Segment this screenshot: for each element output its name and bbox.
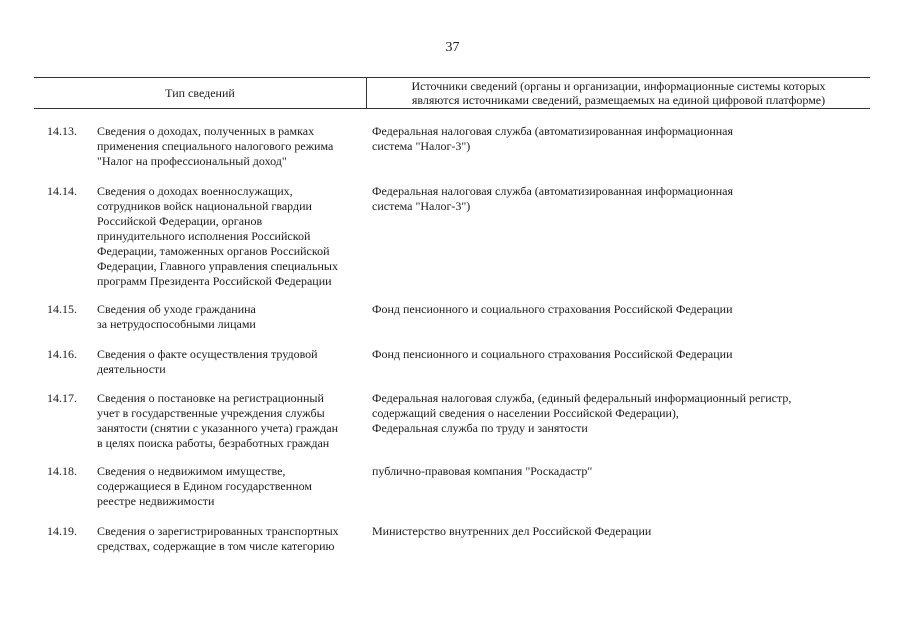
row-source-of-information	[372, 302, 852, 317]
row-source-of-information	[372, 184, 852, 214]
type-line: Федерации, таможенных органов Российской	[97, 244, 330, 258]
type-line: "Налог на профессиональный доход"	[97, 154, 287, 168]
row-number: 14.18.	[47, 464, 77, 478]
type-line: Сведения о постановке на регистрационный	[97, 391, 324, 405]
row-source-of-information	[372, 464, 852, 479]
row-number: 14.17.	[47, 391, 77, 405]
type-line: Сведения о недвижимом имуществе,	[97, 464, 286, 478]
type-line: за нетрудоспособными лицами	[97, 317, 256, 331]
row-type-of-information	[97, 391, 367, 451]
table-header	[34, 77, 870, 109]
type-line: программ Президента Российской Федерации	[97, 274, 332, 288]
type-line: Федерации, Главного управления специальных	[97, 259, 338, 273]
source-line: Федеральная налоговая служба (автоматизированная информационная	[372, 184, 734, 198]
header-type-of-information: Тип сведений	[165, 85, 235, 100]
row-type-of-information	[97, 347, 367, 377]
row-type-of-information	[97, 464, 367, 509]
type-line: средствах, содержащие в том числе категорию	[97, 539, 335, 553]
source-line: система "Налог-3")	[372, 199, 471, 213]
row-type-of-information	[97, 184, 367, 289]
type-line: Сведения о зарегистрированных транспортных	[97, 524, 339, 538]
source-line: Министерство внутренних дел Российской Федерации	[372, 524, 652, 538]
source-line: публично-правовая компания "Роскадастр"	[372, 464, 593, 478]
source-line: Федеральная налоговая служба, (единый федеральный информационный регистр,	[372, 391, 792, 405]
row-type-of-information	[97, 524, 367, 554]
type-line: в целях поиска работы, безработных граждан	[97, 436, 330, 450]
page-number: 37	[445, 40, 460, 55]
source-line: система "Налог-3")	[372, 139, 471, 153]
type-line: реестре недвижимости	[97, 494, 215, 508]
row-number: 14.13.	[47, 124, 77, 138]
type-line: содержащиеся в Едином государственном	[97, 479, 312, 493]
type-line: Сведения о доходах военнослужащих,	[97, 184, 293, 198]
source-line: Фонд пенсионного и социального страхования Российской Федерации	[372, 347, 733, 361]
header-source-line: являются источниками сведений, размещаемых на единой цифровой платформе)	[411, 93, 826, 107]
source-line: Федеральная служба по труду и занятости	[372, 421, 588, 435]
type-line: принудительного исполнения Российской	[97, 229, 311, 243]
type-line: Сведения о факте осуществления трудовой	[97, 347, 318, 361]
type-line: Сведения о доходах, полученных в рамках	[97, 124, 315, 138]
row-type-of-information	[97, 124, 367, 169]
type-line: Российской Федерации, органов	[97, 214, 263, 228]
row-source-of-information	[372, 347, 852, 362]
type-line: учет в государственные учреждения службы	[97, 406, 325, 420]
row-source-of-information	[372, 524, 852, 539]
row-type-of-information	[97, 302, 367, 332]
header-sources-of-information	[367, 79, 870, 107]
source-line: Федеральная налоговая служба (автоматизированная информационная	[372, 124, 734, 138]
row-number: 14.14.	[47, 184, 77, 198]
source-line: Фонд пенсионного и социального страхования Российской Федерации	[372, 302, 733, 316]
row-source-of-information	[372, 124, 852, 154]
row-number: 14.16.	[47, 347, 77, 361]
type-line: занятости (снятии с указанного учета) граждан	[97, 421, 339, 435]
type-line: применения специального налогового режима	[97, 139, 334, 153]
header-source-line: Источники сведений (органы и организации, информационные системы которых	[411, 79, 826, 93]
type-line: Сведения об уходе гражданина	[97, 302, 256, 316]
source-line: содержащий сведения о населении Российской Федерации),	[372, 406, 679, 420]
row-number: 14.15.	[47, 302, 77, 316]
type-line: сотрудников войск национальной гвардии	[97, 199, 312, 213]
type-line: деятельности	[97, 362, 166, 376]
row-source-of-information	[372, 391, 852, 436]
row-number: 14.19.	[47, 524, 77, 538]
